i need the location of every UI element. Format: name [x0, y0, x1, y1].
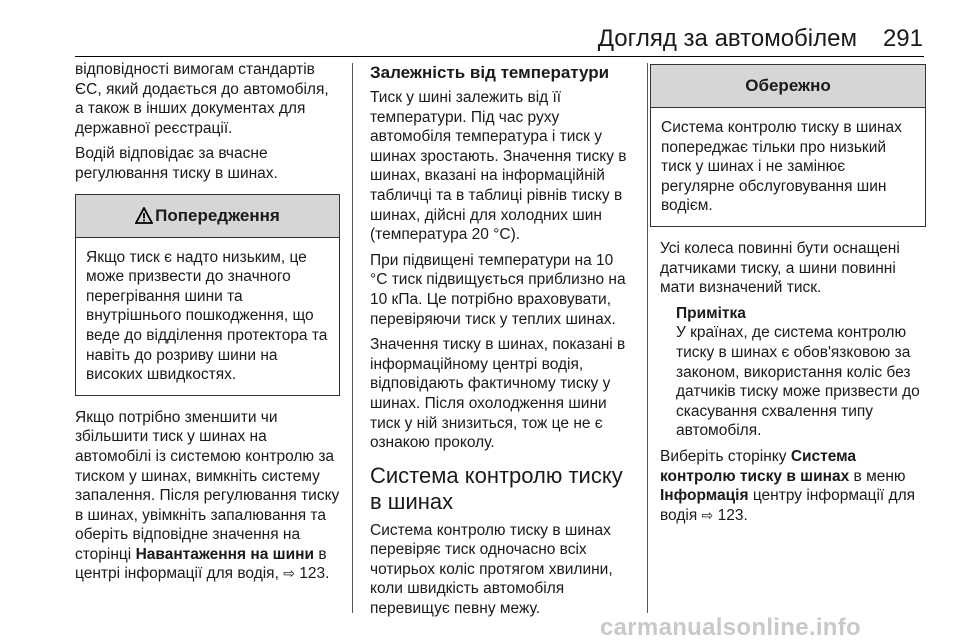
- menu-reference: Інформація: [660, 487, 749, 505]
- paragraph: Значення тиску в шинах, показані в інформаційному центрі водія, відповідають фактичному тиску у шинах. Після охолодження шини тиск у ній знизиться, тож це не є ознакою проколу.: [370, 336, 626, 452]
- warning-box: [75, 194, 340, 396]
- column-divider: [352, 63, 353, 613]
- page-header-title: Догляд за автомобілем: [597, 25, 857, 52]
- paragraph-text: в меню: [853, 467, 906, 485]
- paragraph: При підвищені температури на 10 °C тиск підвищується приблизно на 10 кПа. Це потрібно враховувати, перевіряючи тиск у теплих шинах.: [370, 251, 626, 328]
- caution-box: [650, 64, 926, 227]
- menu-reference: Навантаження на шини: [135, 545, 315, 563]
- caution-body: Система контролю тиску в шинах попереджає тільки про низький тиск у шинах і не замінює регулярне обслуговування шин водієм.: [661, 119, 902, 215]
- page-reference-icon: ⇨: [701, 506, 714, 523]
- menu-reference: Система контролю тиску в шинах: [660, 447, 857, 485]
- page-number: 291: [882, 25, 923, 52]
- column-1: [75, 60, 340, 590]
- column-2: [370, 60, 634, 625]
- warning-body: Якщо тиск є надто низьким, це може призвести до значного перегрівання шини та внутрішнього пошкодження, що веде до відділення протектора та навіть до розриву шини на високих швидкостях.: [86, 248, 328, 384]
- paragraph: відповідності вимогам стандартів ЄС, який додається до автомобіля, а також в інших документах для державної реєстрації.: [75, 61, 329, 137]
- paragraph: [75, 408, 340, 584]
- paragraph: Тиск у шині залежить від її температури. Під час руху автомобіля температура і тиск у шинах зростають. Значення тиску в шинах, вказані на інформаційній табличці та в таблиці рівнів тиску в шинах, дійсні для холодних шин (температура 20 °C).: [370, 89, 627, 244]
- paragraph-text: Якщо потрібно зменшити чи збільшити тиск у шинах на автомобілі із системою контролю за тиском у шинах, вимкніть систему запалення. Після регулювання тиску в шинах, увімкніть запалювання та оберіть відповідне значення на сторінці: [75, 408, 340, 563]
- paragraph-text: в центрі інформації для водія,: [75, 545, 327, 583]
- page-reference-icon: ⇨: [283, 565, 295, 582]
- page-reference: 123.: [299, 565, 330, 583]
- note-title: Примітка: [676, 304, 746, 322]
- paragraph: Система контролю тиску в шинах перевіряє тиск одночасно всіх чотирьох коліс протягом хвилини, коли швидкість автомобіля перевищує певну межу.: [370, 521, 613, 618]
- warning-box-header: [76, 195, 339, 238]
- paragraph-text: Виберіть сторінку: [660, 447, 787, 465]
- paragraph: Водій відповідає за вчасне регулювання тиску в шинах.: [75, 145, 278, 182]
- chapter-heading: Система контролю тиску в шинах: [370, 462, 623, 514]
- section-heading: Залежність від температури: [370, 63, 610, 82]
- page-reference: 123.: [717, 506, 748, 524]
- column-divider: [647, 63, 648, 613]
- paragraph-text: центру інформації для водія: [660, 487, 916, 524]
- warning-triangle-icon: [135, 198, 153, 240]
- note: [650, 304, 926, 441]
- header-rule: [75, 56, 924, 57]
- watermark: carmanualsonline.info: [600, 614, 862, 641]
- column-3: [650, 60, 926, 531]
- caution-title: Обережно: [651, 65, 925, 108]
- paragraph: [650, 447, 926, 525]
- warning-title: Попередження: [155, 205, 280, 225]
- note-body: У країнах, де система контролю тиску в шинах є обов'язковою за законом, використання коліс без датчиків тиску може призвести до скасування схвалення типу автомобіля.: [676, 324, 920, 440]
- paragraph: Усі колеса повинні бути оснащені датчиками тиску, а шини повинні мати визначений тиск.: [660, 239, 900, 297]
